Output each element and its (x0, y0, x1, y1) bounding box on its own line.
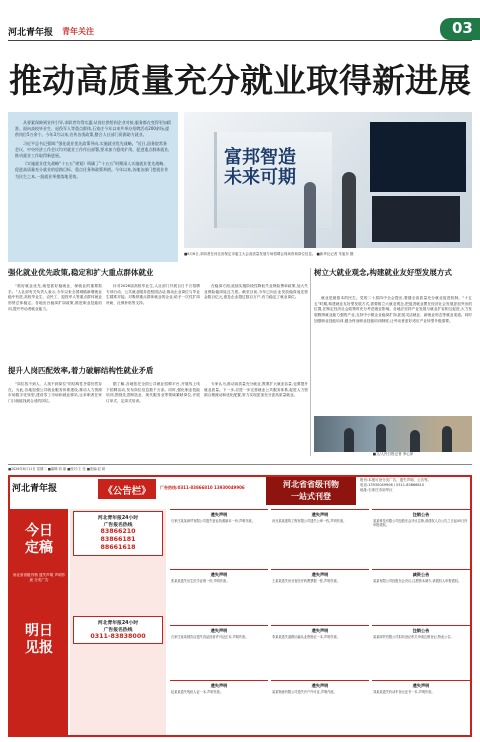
ad-notice-title: 注销公告 (412, 627, 430, 633)
ad-info: 报刊:本报可登分类广告、遗失声明、公告等。 电话:13930049906 / 0311-83866810 地址:石家庄市裕华区 (360, 478, 432, 493)
article-column (8, 382, 102, 458)
photo-person (442, 426, 452, 452)
lead-paragraph: 《实施就业优先战略“十五五”规划》明确了“十五五”时期深入实施就业优先战略、促进高质量充分就业的思路目标、重点任务和政策举措。今年以来,各地各部门把就业作为民生之本,一批就业举措落地见效。 (15, 161, 169, 179)
ad-notice (170, 680, 268, 735)
ad-banner: 河北省省级刊物 一站式刊登 (266, 477, 356, 505)
ad-notice-title: 遗失声明 (311, 512, 329, 517)
article-paragraph: “抓好就业优先,就是抓好稳就业、保就业的重要抓手。”人社部有关负责人表示,今年以来全国城镇新增就业稳中有进,高校毕业生、农民工、退役军人等重点群体就业形势总体稳定。各地出台稳岗扩岗政策,推进职业技能培训,提升劳动者就业能力。 (8, 284, 102, 311)
headline-text: 推动高质量充分就业取得新进展 (9, 60, 471, 100)
ad-notice (372, 569, 470, 624)
ad-notice-text: 石家庄某某餐饮店遗失食品经营许可证正本,声明作废。 (171, 634, 249, 639)
ad-notice-title: 遗失声明 (311, 627, 329, 633)
ad-call-box (73, 616, 163, 644)
ad-notice-title: 遗失声明 (311, 572, 329, 578)
photo-person (304, 182, 316, 248)
photo-person (342, 172, 356, 248)
column-divider (310, 268, 311, 456)
ad-notice-text: 某某科技有限公司经股东会决议注销,请债权人自公告之日起45日内申报债权。 (373, 519, 468, 528)
ad-notice-text: 某某有限公司经股东会决议,注册资本减少,请债权人申报债权。 (373, 579, 462, 584)
ad-notice-title: 遗失声明 (210, 683, 228, 689)
article-paragraph: 在稳岗方面,延续实施阶段性降低失业保险费率政策,加大失业保险稳岗返还力度。截至目前,今年已向企业发放稳岗返还资金数百亿元,惠及企业超过数百万户,有力稳定了就业岗位。 (204, 284, 308, 300)
photo-person (410, 430, 420, 452)
ad-notice (372, 509, 470, 568)
ad-notice-title: 遗失声明 (210, 627, 228, 633)
ad-notice (170, 625, 268, 680)
ad-notice-text: 河北某某建筑工程有限公司遗失公章一枚,声明作废。 (272, 519, 347, 523)
article-column (204, 284, 308, 360)
ad-call-heading: 河北青年报24小时 (97, 516, 139, 521)
ad-call-sub: 广告报名热线 (103, 627, 133, 633)
ad-notice-text: 刘某某遗失机动车登记证书一本,声明作废。 (373, 690, 435, 695)
article-column (106, 382, 200, 458)
article-paragraph: 据了解,各地依托全国公共就业招聘平台,开展线上线下招聘活动,发布岗位信息数千万条。同时,强化职业技能培训,围绕先进制造业、现代服务业等领域紧缺岗位,开展订单式、定岗式培训。 (106, 382, 200, 404)
ad-deadline-note: 河北省省级刊物 遗失声明 声明作废 分类广告 (12, 572, 66, 582)
ad-deadline-panel (10, 509, 68, 735)
ad-notice-text: 李某某遗失道路运输从业资格证一本,声明作废。 (272, 634, 340, 639)
lead-paragraph: 从要素保障到宣传引导,求职者均得实惠;从岗位供给到企业对接,服务都在变得更加精准。面向高校毕业生、退役军人等重点群体,石家庄今年以来共举办招聘活动200余场,提供岗位5万余个。今年3月以来,宣传各类政策,整合人社部门资源助力就业。 (15, 120, 171, 138)
ad-notice (271, 509, 369, 568)
article-paragraph: “岗位找不到人、人找不到岗位”的结构性矛盾仍然存在。为此,各地加强公共就业服务体系建设,推动人力资源市场数字化转型,建设零工市场和就业驿站,让求职者在家门口就能找到合适的岗位。 (8, 382, 102, 404)
photo-person (376, 424, 386, 452)
ad-notice-text: 赵某某遗失残疾人证一本,声明作废。 (171, 690, 224, 695)
ad-notice-title: 遗失声明 (311, 683, 329, 689)
ad-notice-title: 遗失声明 (210, 512, 228, 517)
ad-notice (170, 509, 268, 568)
photo-person (344, 428, 354, 452)
article-column (8, 284, 102, 360)
photo-wall-text: 富邦智造 未来可期 (224, 147, 296, 188)
masthead-rule (8, 40, 472, 41)
ad-notice-text: 某某商贸有限公司拟向登记机关申请注销登记,特此公告。 (373, 634, 454, 639)
ad-call-box (73, 511, 163, 556)
article-column (204, 382, 308, 458)
article-paragraph: 专家认为,推动高质量充分就业,既要扩大就业容量,也要提升就业质量。下一步,应进一步完善就业公共服务体系,促进人力资源合理流动和优化配置,努力实现更加充分更高质量就业。 (204, 382, 308, 398)
masthead-logo: 河北青年报 (8, 28, 54, 38)
subheading: 强化就业优先政策,稳定和扩大重点群体就业 (8, 268, 154, 277)
side-heading: 树立大就业观念,构建就业友好型发展方式 (314, 268, 452, 277)
photo-screen (370, 122, 466, 192)
side-caption: ■文/人民日报记者 李心萍 (372, 452, 414, 456)
subheading: 提升人岗匹配效率,着力破解结构性就业矛盾 (8, 366, 154, 375)
ad-notice (271, 625, 369, 680)
ad-call-panel (70, 509, 166, 735)
ad-call-heading: 河北青年报24小时 (97, 620, 139, 626)
headline (8, 52, 472, 104)
ad-notice-text: 张某某遗失出生医学证明一份,声明作废。 (171, 579, 230, 584)
page-footer: ■2026年8月11日 星期二 ■编辑:刘 丽 ■校对:王 莹 ■美编:赵 硕 (8, 464, 472, 472)
ad-phone-number: 83866210 83866181 88661618 (100, 528, 136, 552)
photo-screen-lower (372, 196, 460, 242)
ad-notice-title: 注销公告 (412, 512, 430, 517)
ad-header (10, 477, 470, 507)
ad-notice (372, 680, 470, 735)
side-paragraph: 就业是最基本的民生。党的二十届四中全会提出,要健全高质量充分就业促进机制。“十五五”时期,构建就业友好型发展方式,需要树立大就业观念,把促进就业摆在经济社会发展更加突出的位置,在制定经济社会政策时充分考虑就业影响。各地应坚持产业发展与就业扩容相互促进,大力发展吸纳就业能力强的产业,支持中小微企业稳岗扩岗,拓宽灵活就业、新就业形态等就业渠道。同时加强职业技能培训,健全终身职业技能培训制度,让劳动者更好适应产业转型升级需要。 (314, 296, 472, 323)
section-title: 青年关注 (62, 27, 94, 36)
ad-notice (271, 680, 369, 735)
ad-phone-number: 0311-83838000 (90, 632, 146, 640)
page-number: 03 (440, 18, 480, 40)
side-photo (314, 416, 472, 452)
ad-logo: 河北青年报 (12, 484, 58, 494)
ad-call-sub: 广告报名热线 (103, 523, 133, 528)
lead-box (8, 112, 178, 262)
ad-notice-title: 遗失声明 (412, 683, 430, 689)
ad-notices-grid (170, 509, 470, 735)
ad-hotline: 广告热线:0311-83866810 13930049906 (160, 485, 245, 490)
masthead (8, 19, 473, 38)
ad-notice (170, 569, 268, 624)
ad-notice-title: 遗失声明 (210, 572, 228, 578)
ad-notice-text: 石家庄某某商贸有限公司遗失营业执照副本一份,声明作废。 (171, 519, 255, 523)
side-column (314, 296, 472, 414)
ad-deadline-today: 今日 定稿 (25, 523, 53, 556)
article-paragraph: 针对2026届高校毕业生,人社部门开展百日千万招聘专项行动、公共就业服务进校园活动,推动企业岗位与毕业生精准对接。对吸纳重点群体就业的企业,给予一次性扩岗补助、社保补贴等支持。 (106, 284, 200, 306)
ad-notice-text: 王某某遗失河北省医疗收费票据一张,声明作废。 (272, 579, 340, 584)
ad-notice (271, 569, 369, 624)
ad-title: 《公告栏》 (98, 479, 156, 499)
ad-notice-text: 某某物流有限公司遗失开户许可证,声明作废。 (272, 690, 337, 695)
ad-deadline-tomorrow: 明日 见报 (25, 623, 53, 657)
ad-notice (372, 625, 470, 680)
photo-caption: ■8月6日,求职者在河北省保定市雇主大会高质量发展专场招聘会现场咨询岗位信息。 ■新华社记者 朱旭东 摄 (184, 252, 354, 256)
article-column (106, 284, 200, 360)
news-photo (184, 112, 472, 248)
lead-paragraph: 习近平总书记强调:“强化就业优先政策导向,实施就业优先战略。”近日,国务院常务会议、中央经济工作会议均对就业工作作出部署,要求加力稳岗扩岗、促进重点群体就业,推动就业工作取得新进展。 (15, 140, 170, 158)
ad-notice-title: 减资公告 (412, 572, 430, 578)
